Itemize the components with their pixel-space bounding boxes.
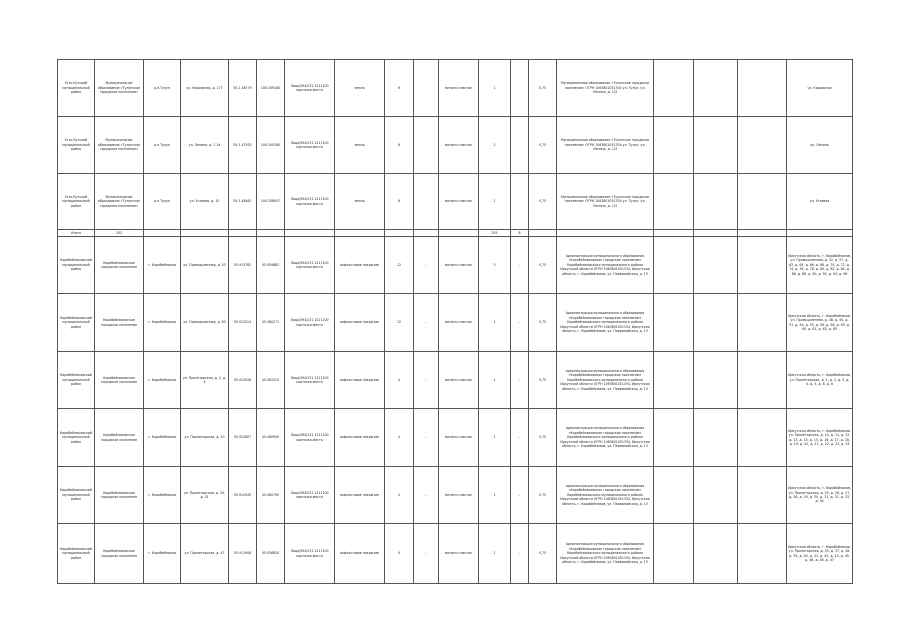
- cell-lat: 55.911908: [229, 524, 257, 584]
- cell-owner: Администрация муниципального образования «Коробейниковское городское поселение» Коробейниковского муниципального района Иркутской области ОГРН 1063801051334, Иркутская область, г. Коробейников, ул. Первомайская, д. 13: [557, 352, 654, 409]
- total-sum-a: 255: [479, 230, 511, 237]
- total-empty-cell: [557, 230, 654, 237]
- cell-volume: –: [511, 409, 529, 467]
- cell-c16: [654, 524, 694, 584]
- cell-c16: [654, 174, 694, 230]
- cell-municipality: Муниципальное образование «Тулунское городское поселение»: [95, 60, 144, 117]
- cell-c18: [738, 237, 787, 294]
- cell-address: ул. Промышленная, д. 63: [181, 294, 229, 352]
- cell-area: 4: [385, 409, 414, 467]
- total-empty-cell: [694, 230, 738, 237]
- cell-address: ул. Угловая, д. 15: [181, 174, 229, 230]
- cell-lon: 45.060790: [257, 467, 285, 524]
- cell-settlement: г. Коробейников: [144, 352, 181, 409]
- total-empty-cell: [529, 230, 557, 237]
- total-value: 252: [95, 230, 144, 237]
- cell-c17: [694, 524, 738, 584]
- table-row: [58, 117, 853, 174]
- cell-volume: [511, 60, 529, 117]
- cell-sources: Иркутская область, г. Коробейников, ул. Пролетарская, д. 25, д. 26, д. 27, д. 28, д. 29, д. 30, д. 31, д. 32, д. 33, д. 34: [787, 467, 853, 524]
- cell-type: металл-пластик: [439, 117, 479, 174]
- cell-capacity: 0,75: [529, 60, 557, 117]
- cell-type: металл-пластик: [439, 174, 479, 230]
- cell-area: 6: [385, 117, 414, 174]
- cell-lon: 100.340180: [257, 117, 285, 174]
- cell-district: Коробейниковский муниципальный район: [58, 524, 95, 584]
- cell-cover: [414, 60, 439, 117]
- cell-count: 1: [479, 352, 511, 409]
- cell-municipality: Муниципальное образование «Тулунское городское поселение»: [95, 174, 144, 230]
- cell-cover: –: [414, 467, 439, 524]
- cell-sources: ул. Угловая: [787, 174, 853, 230]
- cell-lat: 55.913214: [229, 294, 257, 352]
- total-empty-cell: [738, 230, 787, 237]
- total-empty-cell: [385, 230, 414, 237]
- cell-c17: [694, 294, 738, 352]
- cell-count: 1: [479, 174, 511, 230]
- cell-volume: –: [511, 467, 529, 524]
- total-empty-cell: [439, 230, 479, 237]
- cell-c17: [694, 117, 738, 174]
- cell-surface: асфальтовое покрытие: [335, 524, 385, 584]
- cell-c17: [694, 352, 738, 409]
- cell-cover: –: [414, 524, 439, 584]
- cell-settlement: г. Коробейников: [144, 294, 181, 352]
- cell-settlement: г. Коробейников: [144, 237, 181, 294]
- cell-c16: [654, 117, 694, 174]
- cell-area: 4: [385, 467, 414, 524]
- cell-count: 1: [479, 409, 511, 467]
- cell-municipality: Муниципальное образование «Тулунское городское поселение»: [95, 117, 144, 174]
- cell-volume: –: [511, 237, 529, 294]
- total-empty-cell: [285, 230, 335, 237]
- cell-capacity: 0,75: [529, 174, 557, 230]
- cell-district: Коробейниковский муниципальный район: [58, 294, 95, 352]
- waste-sites-register-table: [57, 59, 853, 584]
- total-empty-cell: [181, 230, 229, 237]
- cell-sources: Иркутская область, г. Коробейников, ул. Пролетарская, д. 35, д. 37, д. 38, д. 39, д. 40, д. 41, д. 42, д. 43, д. 45, д. 46, д. 48, д. 47: [787, 524, 853, 584]
- cell-cover: [414, 117, 439, 174]
- cell-reg-number: Лица/394/231 1211100 карточка-место: [285, 174, 335, 230]
- cell-sources: Иркутская область, г. Коробейников, ул. Пролетарская, д. 1, д. 2, д. 3, д. 4, д. 5, д. 6, д. 8: [787, 352, 853, 409]
- cell-count: 2: [479, 117, 511, 174]
- cell-c16: [654, 60, 694, 117]
- cell-type: металл-пластик: [439, 352, 479, 409]
- cell-sources: Иркутская область, г. Коробейников, ул. Пролетарская, д. 10, д. 11, д. 12, д. 13, д. 14, д. 15, д. 16, д. 17, д. 18, д. 19, д. 20, д. 21, д. 22, д. 23, д. 24: [787, 409, 853, 467]
- cell-surface: асфальтовое покрытие: [335, 467, 385, 524]
- cell-c18: [738, 117, 787, 174]
- cell-settlement: г. Коробейников: [144, 524, 181, 584]
- cell-area: 4: [385, 352, 414, 409]
- cell-cover: –: [414, 352, 439, 409]
- cell-c18: [738, 524, 787, 584]
- cell-cover: –: [414, 237, 439, 294]
- cell-count: 1: [479, 294, 511, 352]
- cell-volume: –: [511, 524, 529, 584]
- cell-sources: ул. Ленина: [787, 117, 853, 174]
- cell-capacity: 0,75: [529, 117, 557, 174]
- total-row: [58, 230, 853, 237]
- cell-lon: 45.060950: [257, 409, 285, 467]
- table-row: [58, 524, 853, 584]
- cell-count: 1: [479, 524, 511, 584]
- total-label: Итого: [58, 230, 95, 237]
- cell-capacity: 0,75: [529, 524, 557, 584]
- cell-capacity: 0,75: [529, 409, 557, 467]
- cell-lat: 55.912546: [229, 352, 257, 409]
- cell-capacity: 0,75: [529, 294, 557, 352]
- cell-owner: Администрация муниципального образования «Коробейниковское городское поселение» Коробейниковского муниципального района Иркутской области ОГРН 1063801051334, Иркутская область, г. Коробейников, ул. Первомайская, д. 13: [557, 524, 654, 584]
- cell-lon: 45.060271: [257, 294, 285, 352]
- cell-settlement: г. Коробейников: [144, 409, 181, 467]
- cell-lon: 45.059882: [257, 237, 285, 294]
- cell-district: Усть-Кутский муниципальный район: [58, 117, 95, 174]
- table-row: [58, 294, 853, 352]
- cell-reg-number: Лица/394/231 1211100 карточка-место: [285, 237, 335, 294]
- cell-surface: земля: [335, 117, 385, 174]
- cell-c17: [694, 467, 738, 524]
- cell-area: 6: [385, 174, 414, 230]
- cell-owner: Администрация муниципального образования «Коробейниковское городское поселение» Коробейниковского муниципального района Иркутской области ОГРН 1063801051334, Иркутская область, г. Коробейников, ул. Первомайская, д. 13: [557, 294, 654, 352]
- cell-reg-number: Лица/394/231 1211100 карточка-место: [285, 467, 335, 524]
- cell-c16: [654, 467, 694, 524]
- cell-cover: –: [414, 409, 439, 467]
- cell-municipality: Коробейниковское городское поселение: [95, 237, 144, 294]
- cell-municipality: Коробейниковское городское поселение: [95, 294, 144, 352]
- cell-c18: [738, 409, 787, 467]
- cell-capacity: 0,75: [529, 467, 557, 524]
- cell-address: ул. Пролетарская, д. 47: [181, 524, 229, 584]
- cell-surface: асфальтовое покрытие: [335, 294, 385, 352]
- cell-c16: [654, 352, 694, 409]
- total-empty-cell: [257, 230, 285, 237]
- cell-district: Усть-Кутский муниципальный район: [58, 174, 95, 230]
- cell-owner: Администрация муниципального образования «Коробейниковское городское поселение» Коробейниковского муниципального района Иркутской области ОГРН 1063801051334, Иркутская область, г. Коробейников, ул. Первомайская, д. 13: [557, 467, 654, 524]
- cell-sources: Иркутская область, г. Коробейников, ул. Промышленная, д. 48, д. 50, д. 51, д. 54, д. 55, д. 56, д. 58, д. 59, д. 60, д. 61, д. 63, д. 65: [787, 294, 853, 352]
- cell-cover: –: [414, 294, 439, 352]
- cell-type: металл-пластик: [439, 60, 479, 117]
- cell-lon: 45.058830: [257, 524, 285, 584]
- cell-address: ул. Пролетарская, д. 10: [181, 409, 229, 467]
- cell-lat: 55.1.48461: [229, 174, 257, 230]
- cell-reg-number: Лица/394/231 1211100 карточка-место: [285, 294, 335, 352]
- table-body: [58, 60, 853, 584]
- cell-type: металл-пластик: [439, 409, 479, 467]
- cell-settlement: р.п.Тулун: [144, 174, 181, 230]
- cell-type: металл-пластик: [439, 467, 479, 524]
- cell-lat: 55.912807: [229, 409, 257, 467]
- cell-lat: 55.1.47932: [229, 117, 257, 174]
- cell-type: металл-пластик: [439, 237, 479, 294]
- cell-volume: [511, 117, 529, 174]
- cell-settlement: г. Коробейников: [144, 467, 181, 524]
- cell-address: ул. Пролетарская, д. 2, д. 4: [181, 352, 229, 409]
- cell-settlement: р.п.Тулун: [144, 117, 181, 174]
- cell-area: 6: [385, 60, 414, 117]
- cell-owner: Муниципальное образование «Тулунское городское поселение» ОГРН 1063801051334 ул. Тулун, ул. Ленина, д. 1/3: [557, 60, 654, 117]
- cell-volume: –: [511, 352, 529, 409]
- table-row: [58, 174, 853, 230]
- cell-c17: [694, 409, 738, 467]
- cell-volume: –: [511, 294, 529, 352]
- cell-c18: [738, 60, 787, 117]
- cell-c17: [694, 60, 738, 117]
- table-row: [58, 237, 853, 294]
- cell-surface: асфальтовое покрытие: [335, 352, 385, 409]
- cell-district: Усть-Кутский муниципальный район: [58, 60, 95, 117]
- cell-municipality: Коробейниковское городское поселение: [95, 524, 144, 584]
- cell-c18: [738, 352, 787, 409]
- cell-owner: Администрация муниципального образования «Коробейниковское городское поселение» Коробейниковского муниципального района Иркутской области ОГРН 1063801051334, Иркутская область, г. Коробейников, ул. Первомайская, д. 13: [557, 409, 654, 467]
- cell-municipality: Коробейниковское городское поселение: [95, 352, 144, 409]
- cell-volume: [511, 174, 529, 230]
- table-row: [58, 352, 853, 409]
- cell-owner: Муниципальное образование «Тулунское городское поселение» ОГРН 1063801051334 ул. Тулун, ул. Ленина, д. 1/3: [557, 117, 654, 174]
- cell-reg-number: Лица/394/231 1211100 карточка-место: [285, 352, 335, 409]
- cell-capacity: 0,75: [529, 237, 557, 294]
- cell-c18: [738, 467, 787, 524]
- table-row: [58, 60, 853, 117]
- cell-count: 1: [479, 60, 511, 117]
- cell-surface: земля: [335, 174, 385, 230]
- cell-c17: [694, 237, 738, 294]
- cell-sources: Иркутская область, г. Коробейников, ул. Промышленная, д. 52, д. 57, д. 62, д. 64, д. 66, д. 68, д. 70, д. 72, д. 74, д. 76, д. 78, д. 80, д. 82, д. 84, д. 86, д. 88, д. 90, д. 92, д. 94, д. 96: [787, 237, 853, 294]
- total-empty-cell: [787, 230, 853, 237]
- cell-area: 12: [385, 237, 414, 294]
- total-empty-cell: [654, 230, 694, 237]
- cell-c18: [738, 174, 787, 230]
- cell-owner: Муниципальное образование «Тулунское городское поселение» ОГРН 1063801051334 ул. Тулун, ул. Ленина, д. 1/3: [557, 174, 654, 230]
- cell-address: ул. Карьерная, д. 177: [181, 60, 229, 117]
- cell-district: Коробейниковский муниципальный район: [58, 409, 95, 467]
- cell-area: 12: [385, 294, 414, 352]
- total-empty-cell: [335, 230, 385, 237]
- cell-count: 1: [479, 467, 511, 524]
- cell-lat: 55.1.48779: [229, 60, 257, 117]
- cell-address: ул. Ленина, д. 1 1а: [181, 117, 229, 174]
- total-empty-cell: [414, 230, 439, 237]
- cell-lon: 100.338007: [257, 174, 285, 230]
- cell-reg-number: Лица/394/231 1211100 карточка-место: [285, 60, 335, 117]
- cell-address: ул. Пролетарская, д. 29, д. 31: [181, 467, 229, 524]
- cell-district: Коробейниковский муниципальный район: [58, 352, 95, 409]
- cell-settlement: р.п.Тулун: [144, 60, 181, 117]
- cell-c16: [654, 237, 694, 294]
- total-empty-cell: [229, 230, 257, 237]
- cell-surface: асфальтовое покрытие: [335, 237, 385, 294]
- cell-district: Коробейниковский муниципальный район: [58, 467, 95, 524]
- cell-reg-number: Лица/394/231 1211100 карточка-место: [285, 524, 335, 584]
- total-sum-b: 8: [511, 230, 529, 237]
- cell-surface: земля: [335, 60, 385, 117]
- cell-c16: [654, 294, 694, 352]
- cell-type: металл-пластик: [439, 294, 479, 352]
- cell-area: 4: [385, 524, 414, 584]
- cell-cover: [414, 174, 439, 230]
- cell-count: 3: [479, 237, 511, 294]
- cell-reg-number: Лица/394/231 1211100 карточка-место: [285, 409, 335, 467]
- cell-municipality: Коробейниковское городское поселение: [95, 467, 144, 524]
- cell-lon: 45.061524: [257, 352, 285, 409]
- cell-owner: Администрация муниципального образования «Коробейниковское городское поселение» Коробейниковского муниципального района Иркутской области ОГРН 1063801051334, Иркутская область, г. Коробейников, ул. Первомайская, д. 13: [557, 237, 654, 294]
- cell-address: ул. Промышленная, д. 53: [181, 237, 229, 294]
- cell-c17: [694, 174, 738, 230]
- cell-lat: 55.913782: [229, 237, 257, 294]
- cell-reg-number: Лица/394/231 1211100 карточка-место: [285, 117, 335, 174]
- cell-c18: [738, 294, 787, 352]
- cell-municipality: Коробейниковское городское поселение: [95, 409, 144, 467]
- table-row: [58, 467, 853, 524]
- total-empty-cell: [144, 230, 181, 237]
- cell-type: металл-пластик: [439, 524, 479, 584]
- cell-lon: 100.339180: [257, 60, 285, 117]
- cell-district: Коробейниковский муниципальный район: [58, 237, 95, 294]
- cell-lat: 55.912945: [229, 467, 257, 524]
- cell-surface: асфальтовое покрытие: [335, 409, 385, 467]
- cell-sources: ул. Карьерная: [787, 60, 853, 117]
- cell-c16: [654, 409, 694, 467]
- table-row: [58, 409, 853, 467]
- cell-capacity: 0,75: [529, 352, 557, 409]
